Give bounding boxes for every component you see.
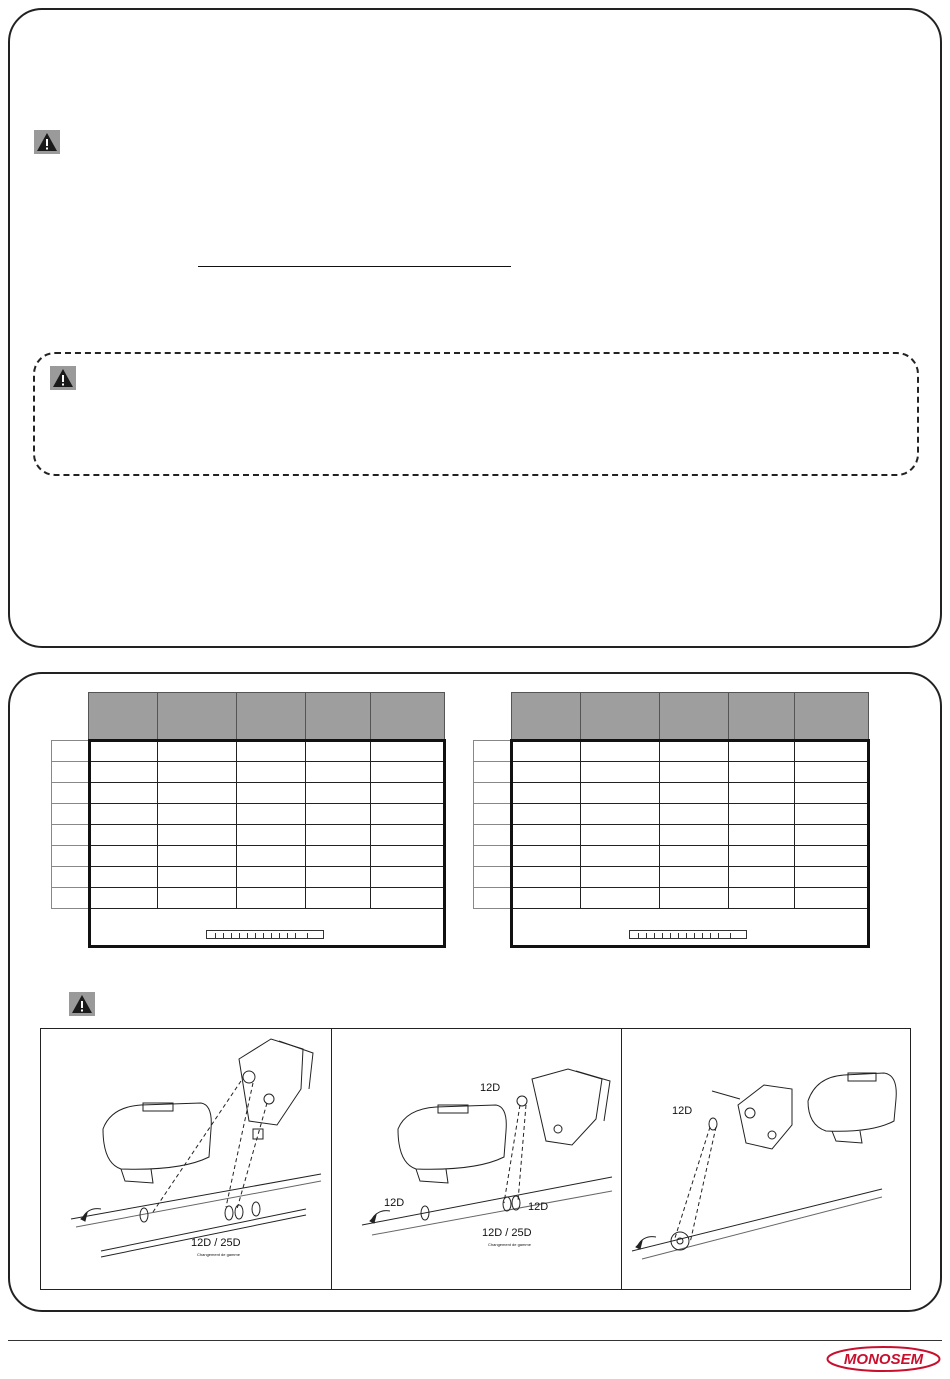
warning-triangle-icon [50,366,76,390]
table-row [474,867,869,888]
table-row [52,804,445,825]
footer-rule [8,1340,942,1341]
underline-rule [198,266,511,267]
table-row [52,846,445,867]
sprocket-sublabel: Changement de gamme [488,1242,531,1247]
figure-3 [621,1029,911,1289]
top-panel [8,8,942,648]
logo-text: MONOSEM [843,1351,924,1368]
table-header-row [474,693,869,741]
table-row [52,888,445,909]
sprocket-label-top: 12D [480,1082,501,1094]
sprocket-label-main: 12D / 25D [482,1227,532,1239]
seeder-gearbox-drawing-icon [41,1029,331,1289]
illustration-strip [40,1028,911,1290]
sprocket-label: 12D / 25D [191,1237,241,1249]
sprocket-label-top: 12D [672,1105,693,1117]
table-row [474,783,869,804]
table-row [52,867,445,888]
table-row [474,888,869,909]
table-row [52,762,445,783]
seeder-gearbox-drawing-icon [622,1029,911,1289]
figure-2 [331,1029,622,1289]
table-row [474,825,869,846]
table-row [474,762,869,783]
gauge-ruler-icon [629,930,747,939]
table-row [474,741,869,762]
table-header-row [52,693,445,741]
gauge-ruler-icon [206,930,324,939]
warning-triangle-icon [34,130,60,154]
monosem-logo [826,1346,941,1372]
table-row [474,804,869,825]
table-row [52,825,445,846]
warning-triangle-icon [69,992,95,1016]
left-setting-table [51,692,445,909]
warning-dashed-box [33,352,919,476]
sprocket-label-right: 12D [528,1201,549,1213]
table-row [474,846,869,867]
seeder-gearbox-drawing-icon [332,1029,622,1289]
table-row [52,783,445,804]
right-setting-table [473,692,869,909]
sprocket-label-left: 12D [384,1197,405,1209]
figure-1 [41,1029,331,1289]
sprocket-sublabel: Changement de gamme [197,1252,240,1257]
table-row [52,741,445,762]
